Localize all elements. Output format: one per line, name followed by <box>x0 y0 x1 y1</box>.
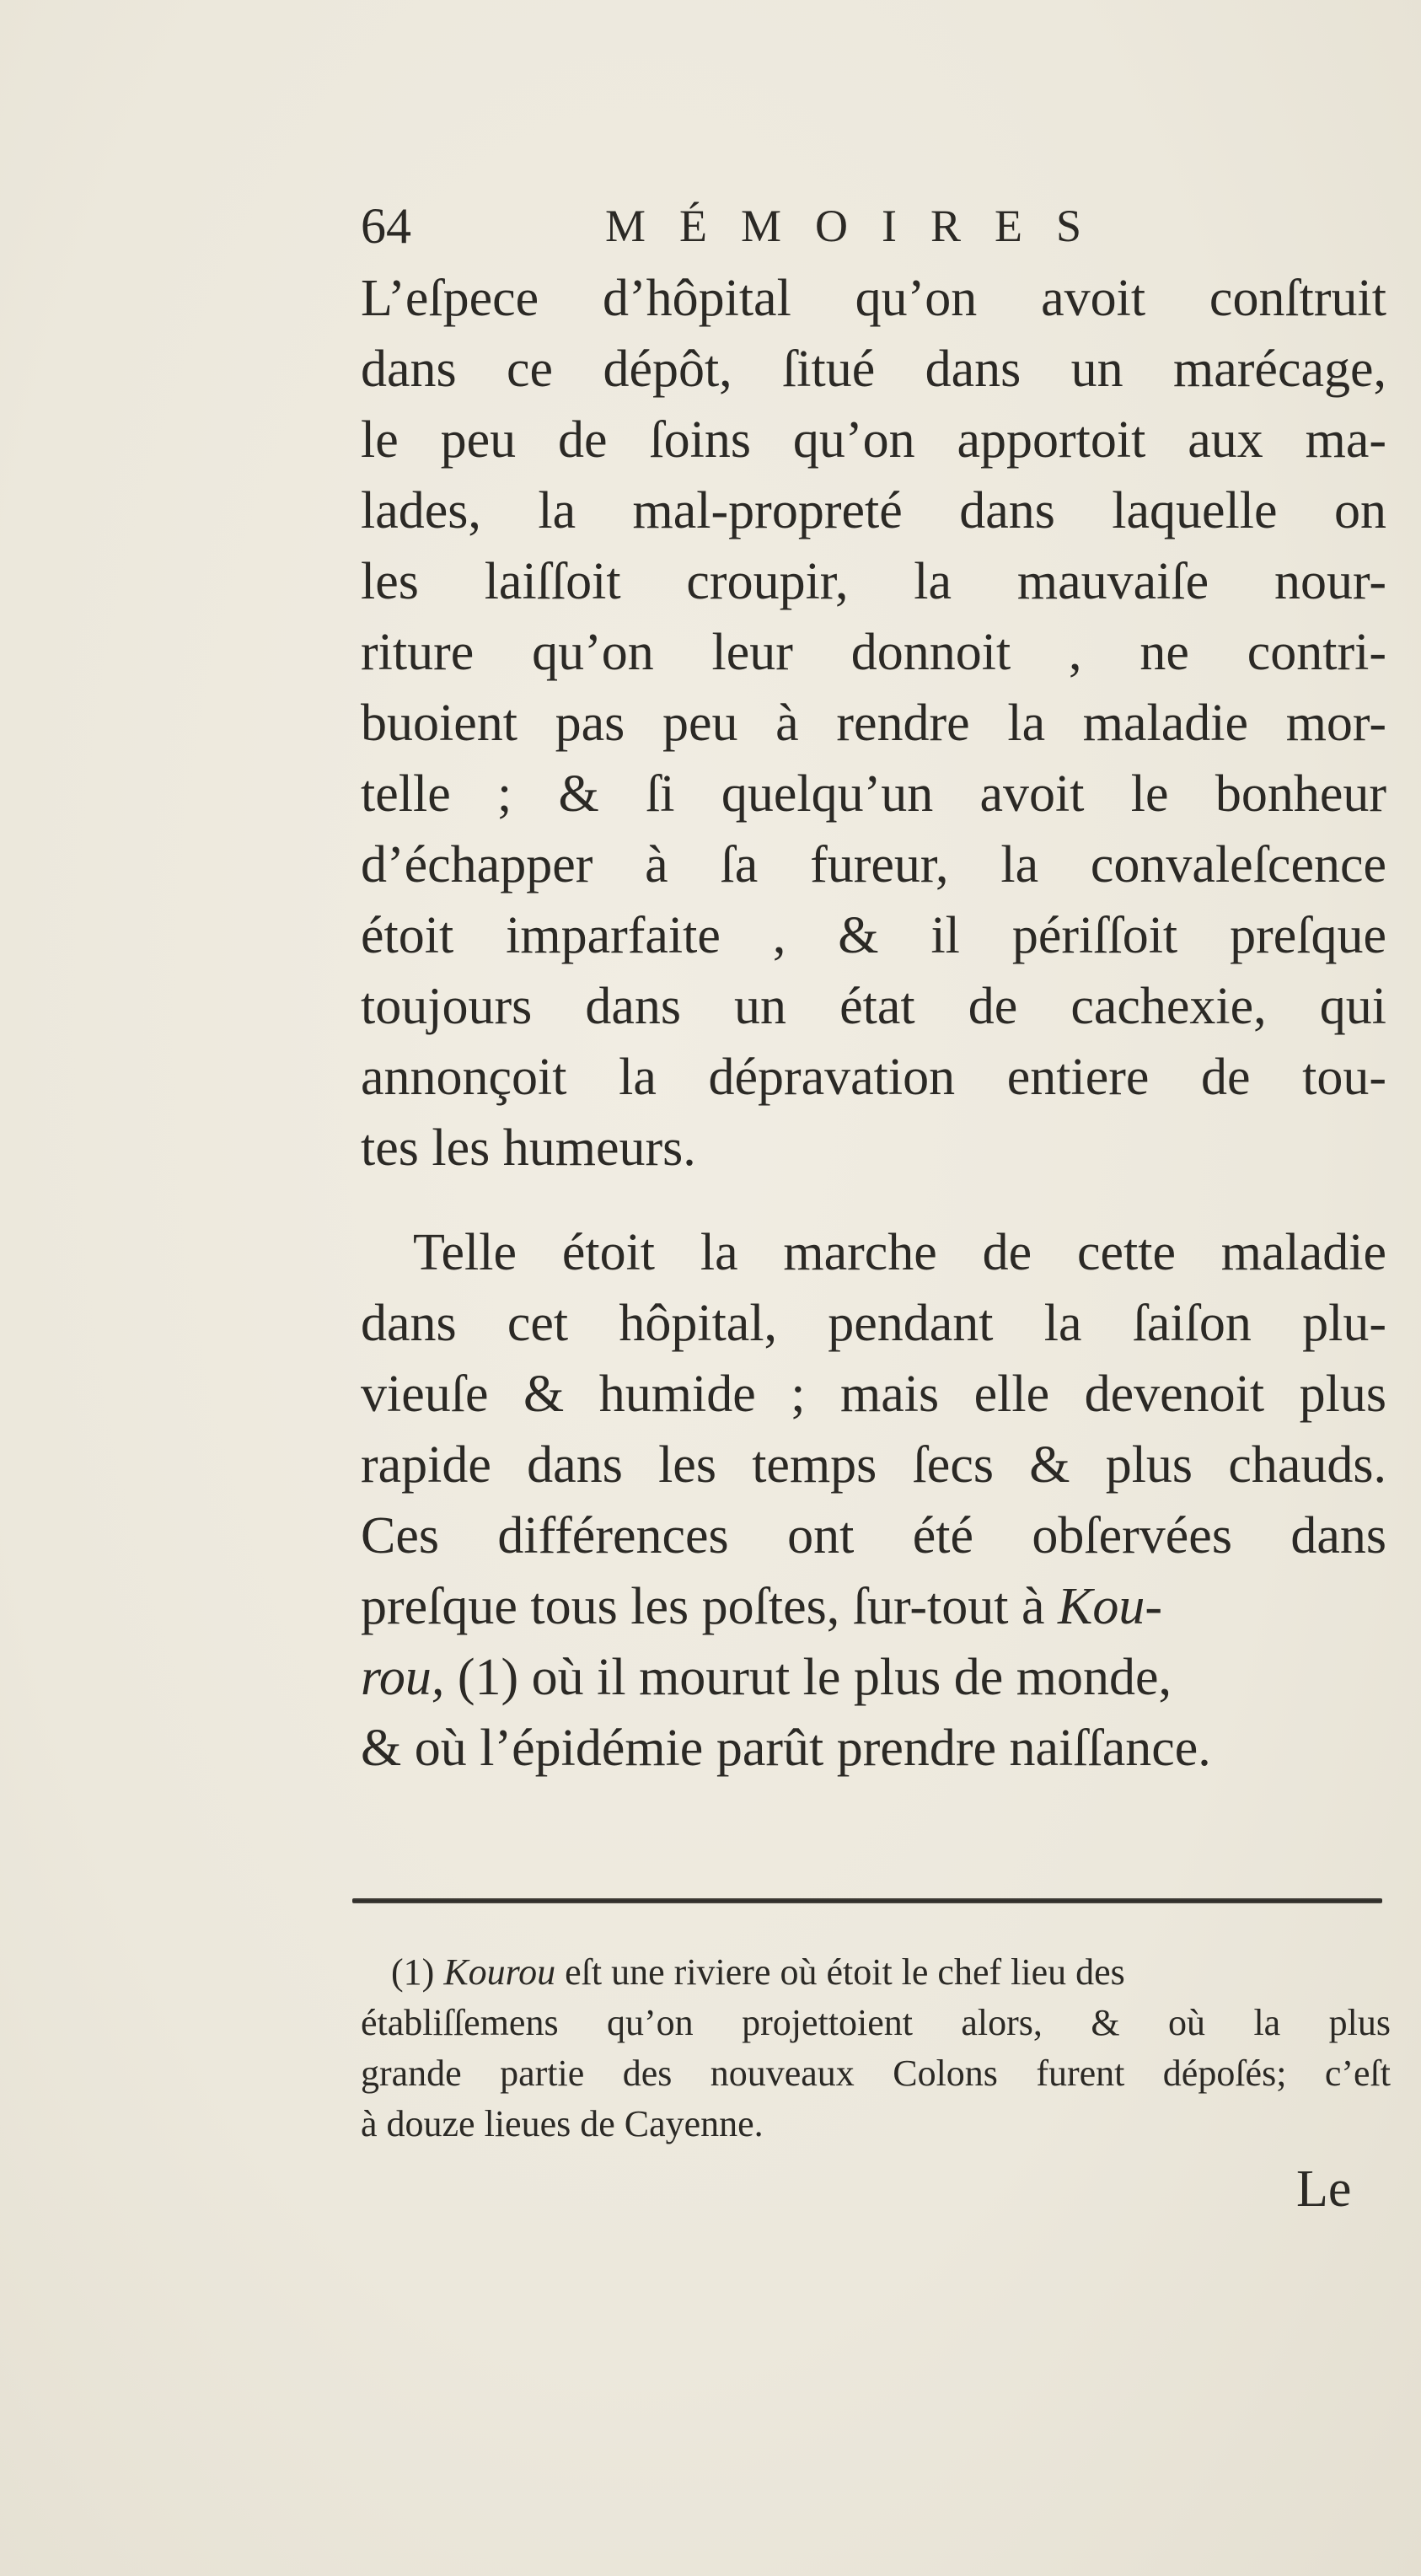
catchword: Le <box>1296 2160 1352 2218</box>
footnote-rule <box>352 1898 1382 1903</box>
text-line <box>361 1642 1414 1713</box>
text-line: le peu de ſoins qu’on apportoit aux ma- <box>361 411 1386 469</box>
text-line: rapide dans les temps ſecs & plus chauds. <box>361 1436 1386 1494</box>
text-line: dans cet hôpital, pendant la ſaiſon plu- <box>361 1295 1386 1352</box>
page-header <box>361 192 1170 260</box>
text-line: riture qu’on leur donnoit , ne contri- <box>361 624 1386 681</box>
text-line: Ces différences ont été obſervées dans <box>361 1507 1386 1564</box>
footnote-line: établiſſemens qu’on projettoient alors, & où la plus <box>361 2002 1391 2043</box>
text-line <box>361 1571 1414 1642</box>
text-line: vieuſe & humide ; mais elle devenoit plus <box>361 1366 1386 1423</box>
text-line: & où l’épidémie parût prendre naiſſance. <box>361 1720 1211 1777</box>
italic-place-name: rou, <box>361 1649 445 1706</box>
footnote <box>361 1947 1391 2149</box>
page-number: 64 <box>361 198 411 254</box>
paragraph-gap <box>361 1183 1414 1217</box>
text-line: telle ; & ſi quelqu’un avoit le bonheur <box>361 765 1386 823</box>
footnote-line: grande partie des nouveaux Colons furent dépoſés; c’eſt <box>361 2053 1391 2094</box>
text-segment: preſque tous les poſtes, ſur-tout à <box>361 1578 1058 1635</box>
footnote-line <box>361 1947 1391 1998</box>
text-line: annonçoit la dépravation entiere de tou- <box>361 1049 1386 1106</box>
main-text <box>361 263 1414 1784</box>
text-line: les laiſſoit croupir, la mauvaiſe nour- <box>361 553 1386 610</box>
footnote-term: Kourou <box>443 1951 556 1993</box>
text-line: dans ce dépôt, ſitué dans un marécage, <box>361 341 1386 398</box>
text-line: étoit imparfaite , & il périſſoit preſque <box>361 907 1386 964</box>
text-line: tes les humeurs. <box>361 1119 696 1177</box>
running-title: MÉMOIRES <box>605 201 1116 251</box>
text-line: L’eſpece d’hôpital qu’on avoit conſtruit <box>361 270 1386 327</box>
text-line: d’échapper à ſa fureur, la convaleſcence <box>361 836 1386 894</box>
italic-place-name: Kou- <box>1057 1578 1162 1635</box>
footnote-text: eſt une riviere où étoit le chef lieu des <box>555 1951 1125 1993</box>
text-line: toujours dans un état de cachexie, qui <box>361 978 1386 1035</box>
text-line: buoient pas peu à rendre la maladie mor- <box>361 695 1386 752</box>
footnote-marker: (1) <box>391 1951 444 1993</box>
text-line: Telle étoit la marche de cette maladie <box>413 1224 1386 1281</box>
text-line: lades, la mal-propreté dans laquelle on <box>361 482 1386 539</box>
text-segment: (1) où il mourut le plus de monde, <box>444 1649 1172 1706</box>
footnote-line: à douze lieues de Cayenne. <box>361 2103 764 2144</box>
